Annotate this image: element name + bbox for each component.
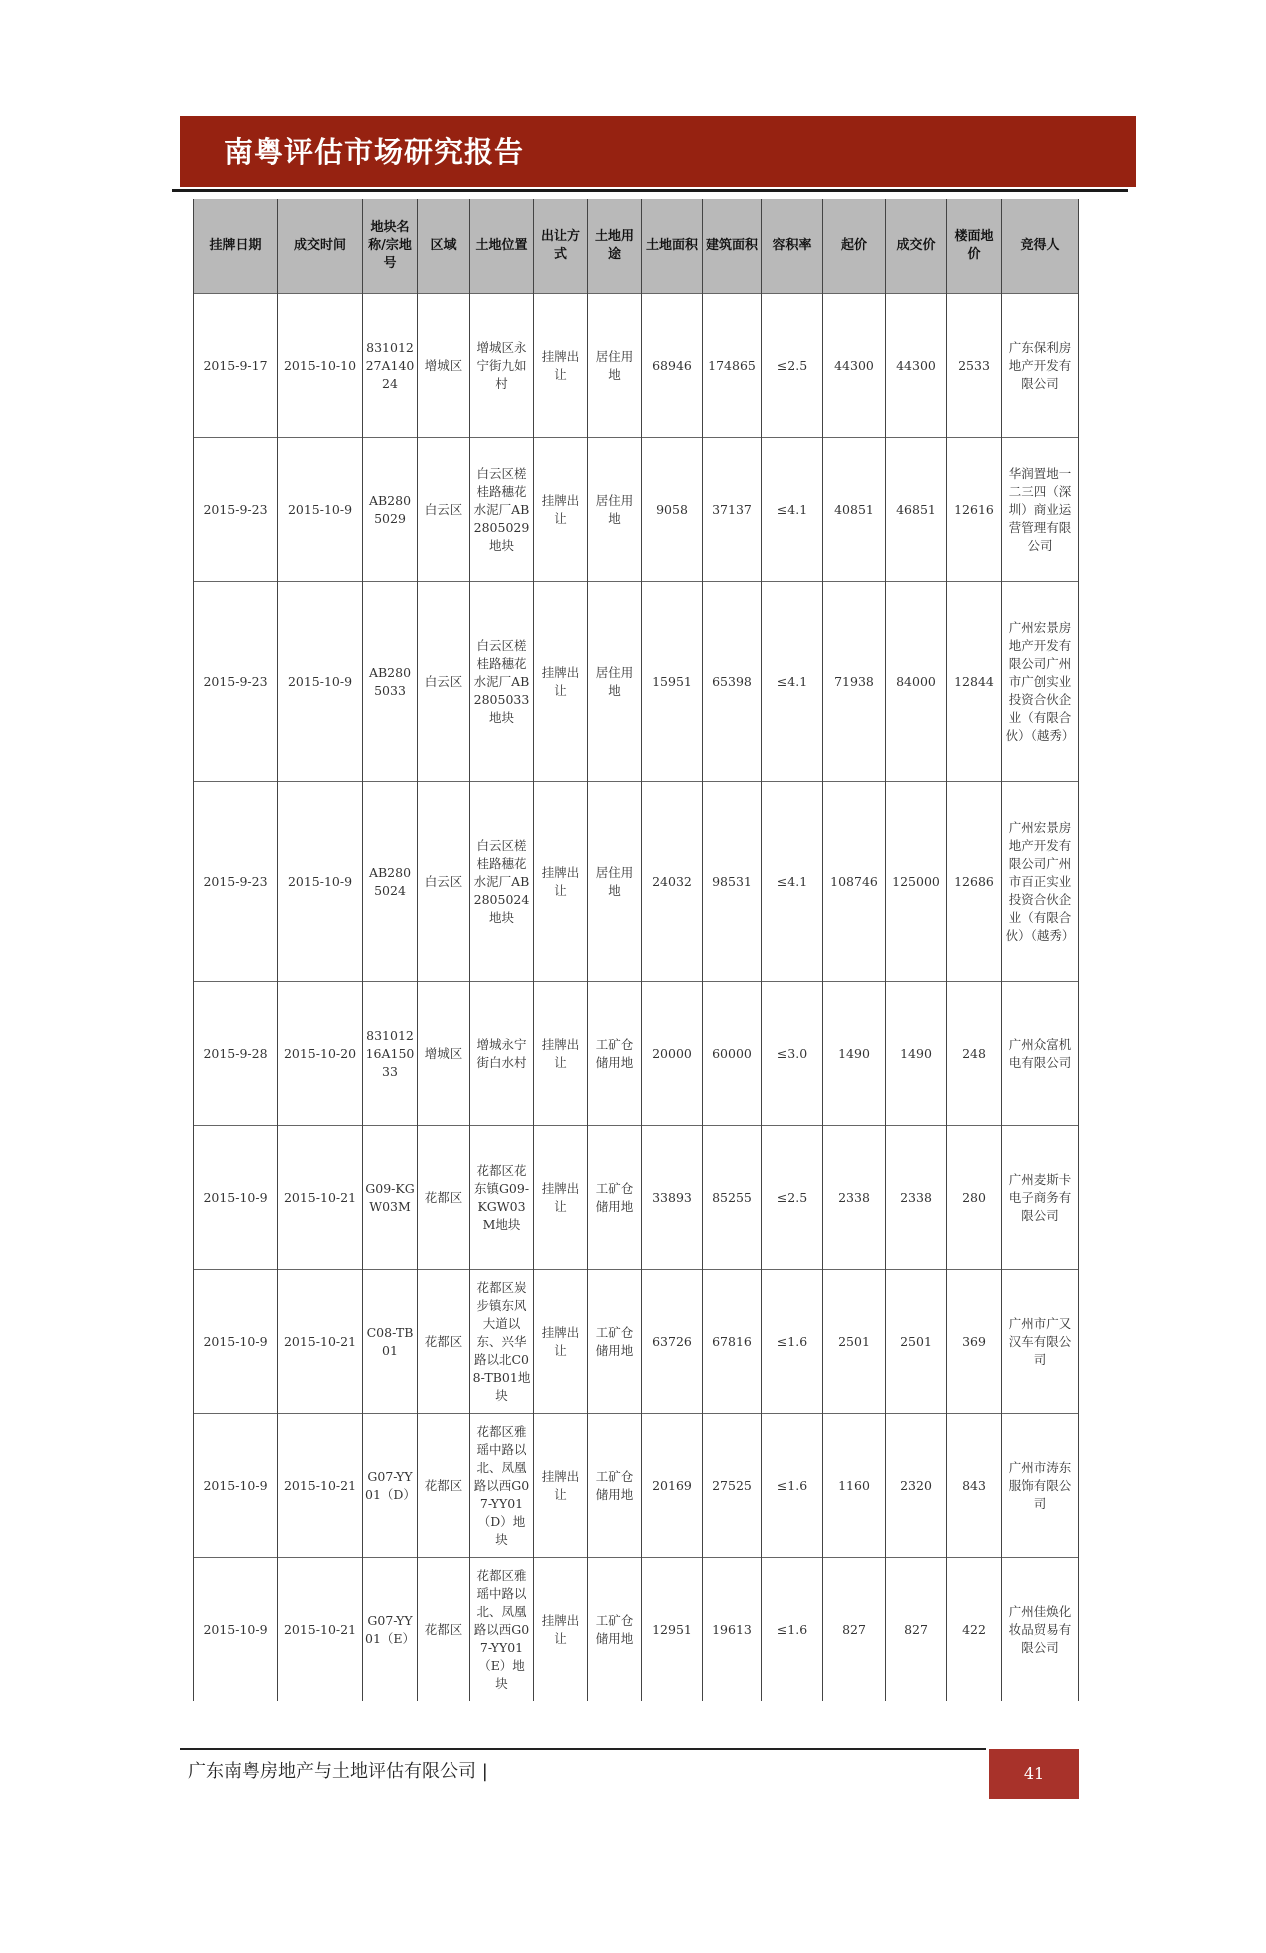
header-divider: [172, 189, 1128, 192]
table-cell: 增城区: [418, 294, 470, 438]
table-cell: 居住用地: [588, 438, 642, 582]
table-cell: 24032: [642, 782, 703, 982]
table-cell: 华润置地一二三四（深圳）商业运营管理有限公司: [1002, 438, 1079, 582]
table-cell: 白云区槎桂路穗花水泥厂AB2805029地块: [470, 438, 534, 582]
table-cell: 46851: [886, 438, 947, 582]
table-row: [194, 582, 1079, 782]
table-cell: 44300: [886, 294, 947, 438]
col-header: 成交时间: [278, 199, 363, 294]
table-row: [194, 438, 1079, 582]
table-cell: 2015-10-9: [194, 1414, 278, 1558]
table-row: [194, 782, 1079, 982]
footer-company-name: 广东南粤房地产与土地评估有限公司 |: [188, 1761, 488, 1782]
table-cell: 12616: [947, 438, 1002, 582]
table-cell: 68946: [642, 294, 703, 438]
col-header: 起价: [823, 199, 886, 294]
col-header: 容积率: [762, 199, 823, 294]
table-cell: 工矿仓储用地: [588, 1414, 642, 1558]
table-cell: 19613: [703, 1558, 762, 1702]
col-header: 土地用途: [588, 199, 642, 294]
table-cell: 广州麦斯卡电子商务有限公司: [1002, 1126, 1079, 1270]
table-cell: ≤1.6: [762, 1558, 823, 1702]
table-cell: ≤2.5: [762, 294, 823, 438]
table-cell: 125000: [886, 782, 947, 982]
table-cell: 85255: [703, 1126, 762, 1270]
table-cell: 83101216A15033: [363, 982, 418, 1126]
col-header: 挂牌日期: [194, 199, 278, 294]
table-cell: G07-YY01（E）: [363, 1558, 418, 1702]
table-cell: 2501: [823, 1270, 886, 1414]
table-cell: 20000: [642, 982, 703, 1126]
table-cell: 33893: [642, 1126, 703, 1270]
table-cell: 1160: [823, 1414, 886, 1558]
col-header: 区域: [418, 199, 470, 294]
table-cell: 白云区: [418, 438, 470, 582]
table-cell: 2015-10-9: [194, 1126, 278, 1270]
table-cell: C08-TB01: [363, 1270, 418, 1414]
table-cell: 2015-10-20: [278, 982, 363, 1126]
table-cell: 广州宏景房地产开发有限公司广州市广创实业投资合伙企业（有限合伙）（越秀）: [1002, 582, 1079, 782]
table-cell: 挂牌出让: [534, 982, 588, 1126]
table-cell: 843: [947, 1414, 1002, 1558]
table-cell: AB2805024: [363, 782, 418, 982]
col-header: 出让方式: [534, 199, 588, 294]
page-number: 41: [1023, 1764, 1045, 1783]
table-cell: 1490: [886, 982, 947, 1126]
table-row: [194, 1558, 1079, 1702]
table-row: [194, 294, 1079, 438]
table-cell: 9058: [642, 438, 703, 582]
table-cell: 71938: [823, 582, 886, 782]
table-cell: 广州众富机电有限公司: [1002, 982, 1079, 1126]
table-cell: 工矿仓储用地: [588, 982, 642, 1126]
table-cell: 12686: [947, 782, 1002, 982]
table-cell: 2015-9-23: [194, 582, 278, 782]
footer-divider: [180, 1748, 986, 1750]
table-cell: ≤2.5: [762, 1126, 823, 1270]
table-cell: 84000: [886, 582, 947, 782]
table-cell: 工矿仓储用地: [588, 1270, 642, 1414]
table-cell: 12844: [947, 582, 1002, 782]
table-cell: AB2805033: [363, 582, 418, 782]
table-cell: 2015-9-23: [194, 782, 278, 982]
table-cell: 广东保利房地产开发有限公司: [1002, 294, 1079, 438]
col-header: 楼面地价: [947, 199, 1002, 294]
table-cell: 花都区花东镇G09-KGW03M地块: [470, 1126, 534, 1270]
table-row: [194, 1270, 1079, 1414]
table-cell: 2015-10-9: [194, 1558, 278, 1702]
col-header: 建筑面积: [703, 199, 762, 294]
col-header: 成交价: [886, 199, 947, 294]
table-cell: 挂牌出让: [534, 1414, 588, 1558]
table-row: [194, 1414, 1079, 1558]
table-cell: 2338: [886, 1126, 947, 1270]
table-cell: 37137: [703, 438, 762, 582]
table-cell: 108746: [823, 782, 886, 982]
table-row: [194, 1126, 1079, 1270]
table-cell: 248: [947, 982, 1002, 1126]
table-cell: 2015-10-9: [278, 438, 363, 582]
table-cell: ≤4.1: [762, 782, 823, 982]
table-cell: 工矿仓储用地: [588, 1558, 642, 1702]
table-cell: 827: [886, 1558, 947, 1702]
table-cell: 花都区: [418, 1558, 470, 1702]
page-number-box: [989, 1749, 1079, 1799]
table-cell: 2015-10-9: [194, 1270, 278, 1414]
table-cell: 挂牌出让: [534, 582, 588, 782]
table-cell: 15951: [642, 582, 703, 782]
table-cell: 挂牌出让: [534, 438, 588, 582]
table-cell: 98531: [703, 782, 762, 982]
table-cell: 2533: [947, 294, 1002, 438]
table-cell: 花都区雅瑶中路以北、凤凰路以西G07-YY01（D）地块: [470, 1414, 534, 1558]
table-cell: 挂牌出让: [534, 294, 588, 438]
table-cell: G07-YY01（D）: [363, 1414, 418, 1558]
table-cell: 白云区: [418, 582, 470, 782]
table-cell: 白云区: [418, 782, 470, 982]
table-cell: 83101227A14024: [363, 294, 418, 438]
table-cell: 广州宏景房地产开发有限公司广州市百正实业投资合伙企业（有限合伙）（越秀）: [1002, 782, 1079, 982]
table-cell: 174865: [703, 294, 762, 438]
table-cell: 2338: [823, 1126, 886, 1270]
col-header: 竞得人: [1002, 199, 1079, 294]
table-cell: 白云区槎桂路穗花水泥厂AB2805024地块: [470, 782, 534, 982]
table-cell: 广州市广又汉车有限公司: [1002, 1270, 1079, 1414]
table-cell: 花都区: [418, 1414, 470, 1558]
table-cell: 60000: [703, 982, 762, 1126]
table-cell: 挂牌出让: [534, 782, 588, 982]
table-cell: 2015-10-21: [278, 1414, 363, 1558]
table-cell: 增城永宁街白水村: [470, 982, 534, 1126]
table-cell: 挂牌出让: [534, 1558, 588, 1702]
table-cell: 40851: [823, 438, 886, 582]
col-header: 土地面积: [642, 199, 703, 294]
table-cell: 280: [947, 1126, 1002, 1270]
table-cell: 广州佳焕化妆品贸易有限公司: [1002, 1558, 1079, 1702]
land-transaction-table: [193, 199, 1079, 1701]
col-header: 地块名称/宗地号: [363, 199, 418, 294]
table-cell: 67816: [703, 1270, 762, 1414]
table-header-row: [194, 199, 1079, 294]
table-cell: 花都区雅瑶中路以北、凤凰路以西G07-YY01（E）地块: [470, 1558, 534, 1702]
table-cell: 65398: [703, 582, 762, 782]
table-cell: 2015-10-21: [278, 1270, 363, 1414]
table-cell: 工矿仓储用地: [588, 1126, 642, 1270]
table-cell: 居住用地: [588, 294, 642, 438]
table-cell: 花都区: [418, 1126, 470, 1270]
table-cell: 2015-9-28: [194, 982, 278, 1126]
table-cell: 2015-10-9: [278, 582, 363, 782]
table-cell: 44300: [823, 294, 886, 438]
table-cell: 2015-10-21: [278, 1558, 363, 1702]
table-cell: 422: [947, 1558, 1002, 1702]
table-cell: 2015-9-17: [194, 294, 278, 438]
table-cell: 增城区: [418, 982, 470, 1126]
table-cell: 2015-10-10: [278, 294, 363, 438]
table-cell: 居住用地: [588, 582, 642, 782]
table-cell: ≤1.6: [762, 1270, 823, 1414]
table-row: [194, 982, 1079, 1126]
table-cell: 花都区炭步镇东风大道以东、兴华路以北C08-TB01地块: [470, 1270, 534, 1414]
table-cell: 挂牌出让: [534, 1126, 588, 1270]
table-cell: 27525: [703, 1414, 762, 1558]
table-cell: 广州市涛东服饰有限公司: [1002, 1414, 1079, 1558]
header-banner: [180, 116, 1136, 187]
table-cell: 2501: [886, 1270, 947, 1414]
table-cell: 2015-10-21: [278, 1126, 363, 1270]
table-cell: 63726: [642, 1270, 703, 1414]
table-cell: 花都区: [418, 1270, 470, 1414]
table-cell: 20169: [642, 1414, 703, 1558]
col-header: 土地位置: [470, 199, 534, 294]
table-cell: ≤3.0: [762, 982, 823, 1126]
table-cell: ≤4.1: [762, 438, 823, 582]
table-cell: G09-KGW03M: [363, 1126, 418, 1270]
table-cell: 827: [823, 1558, 886, 1702]
table-cell: 白云区槎桂路穗花水泥厂AB2805033地块: [470, 582, 534, 782]
table-cell: 1490: [823, 982, 886, 1126]
report-title: 南粤评估市场研究报告: [224, 135, 525, 169]
table-cell: ≤1.6: [762, 1414, 823, 1558]
table-cell: 12951: [642, 1558, 703, 1702]
table-cell: 2015-9-23: [194, 438, 278, 582]
table-cell: 挂牌出让: [534, 1270, 588, 1414]
table-cell: 2015-10-9: [278, 782, 363, 982]
table-cell: ≤4.1: [762, 582, 823, 782]
table-cell: 2320: [886, 1414, 947, 1558]
table-cell: AB2805029: [363, 438, 418, 582]
table-cell: 369: [947, 1270, 1002, 1414]
table-cell: 增城区永宁街九如村: [470, 294, 534, 438]
table-cell: 居住用地: [588, 782, 642, 982]
